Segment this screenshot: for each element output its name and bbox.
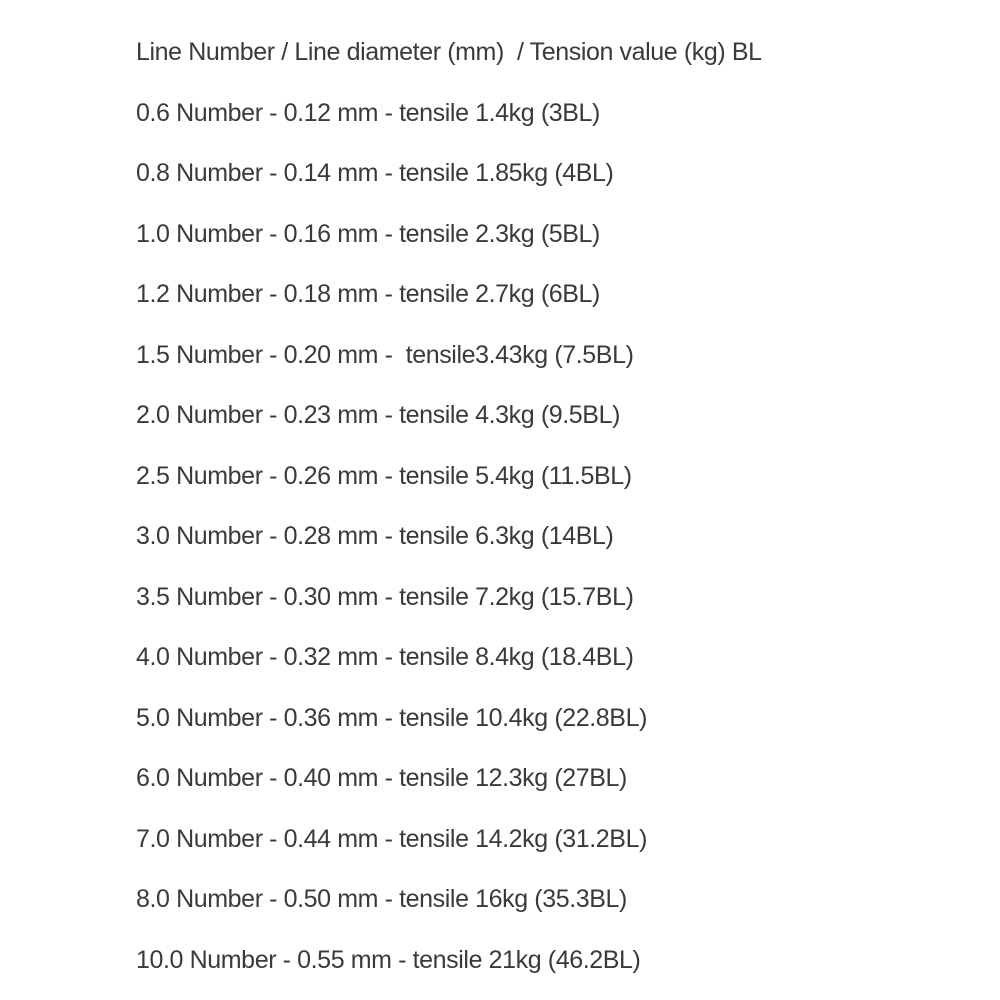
- spec-row: 1.2 Number - 0.18 mm - tensile 2.7kg (6BL): [136, 280, 600, 308]
- line-spec-list: [136, 30, 976, 998]
- spec-row: 10.0 Number - 0.55 mm - tensile 21kg (46.2BL): [136, 945, 641, 974]
- spec-row: 0.8 Number - 0.14 mm - tensile 1.85kg (4BL): [136, 159, 614, 187]
- spec-row: 7.0 Number - 0.44 mm - tensile 14.2kg (31.2BL): [136, 824, 648, 853]
- spec-header: Line Number / Line diameter (mm) / Tension value (kg) BL: [136, 38, 762, 66]
- spec-row: 3.0 Number - 0.28 mm - tensile 6.3kg (14BL): [136, 522, 614, 550]
- spec-row: 4.0 Number - 0.32 mm - tensile 8.4kg (18.4BL): [136, 643, 634, 671]
- spec-row: 1.0 Number - 0.16 mm - tensile 2.3kg (5BL): [136, 219, 600, 248]
- spec-row: 0.6 Number - 0.12 mm - tensile 1.4kg (3BL): [136, 98, 600, 127]
- spec-row: 8.0 Number - 0.50 mm - tensile 16kg (35.3BL): [136, 885, 627, 913]
- spec-row: 1.5 Number - 0.20 mm - tensile3.43kg (7.5BL): [136, 340, 634, 369]
- spec-row: 5.0 Number - 0.36 mm - tensile 10.4kg (22.8BL): [136, 703, 648, 732]
- spec-row: 2.0 Number - 0.23 mm - tensile 4.3kg (9.5BL): [136, 401, 620, 429]
- spec-row: 6.0 Number - 0.40 mm - tensile 12.3kg (27BL): [136, 764, 627, 792]
- spec-row: 2.5 Number - 0.26 mm - tensile 5.4kg (11.5BL): [136, 461, 632, 490]
- spec-row: 3.5 Number - 0.30 mm - tensile 7.2kg (15.7BL): [136, 582, 634, 611]
